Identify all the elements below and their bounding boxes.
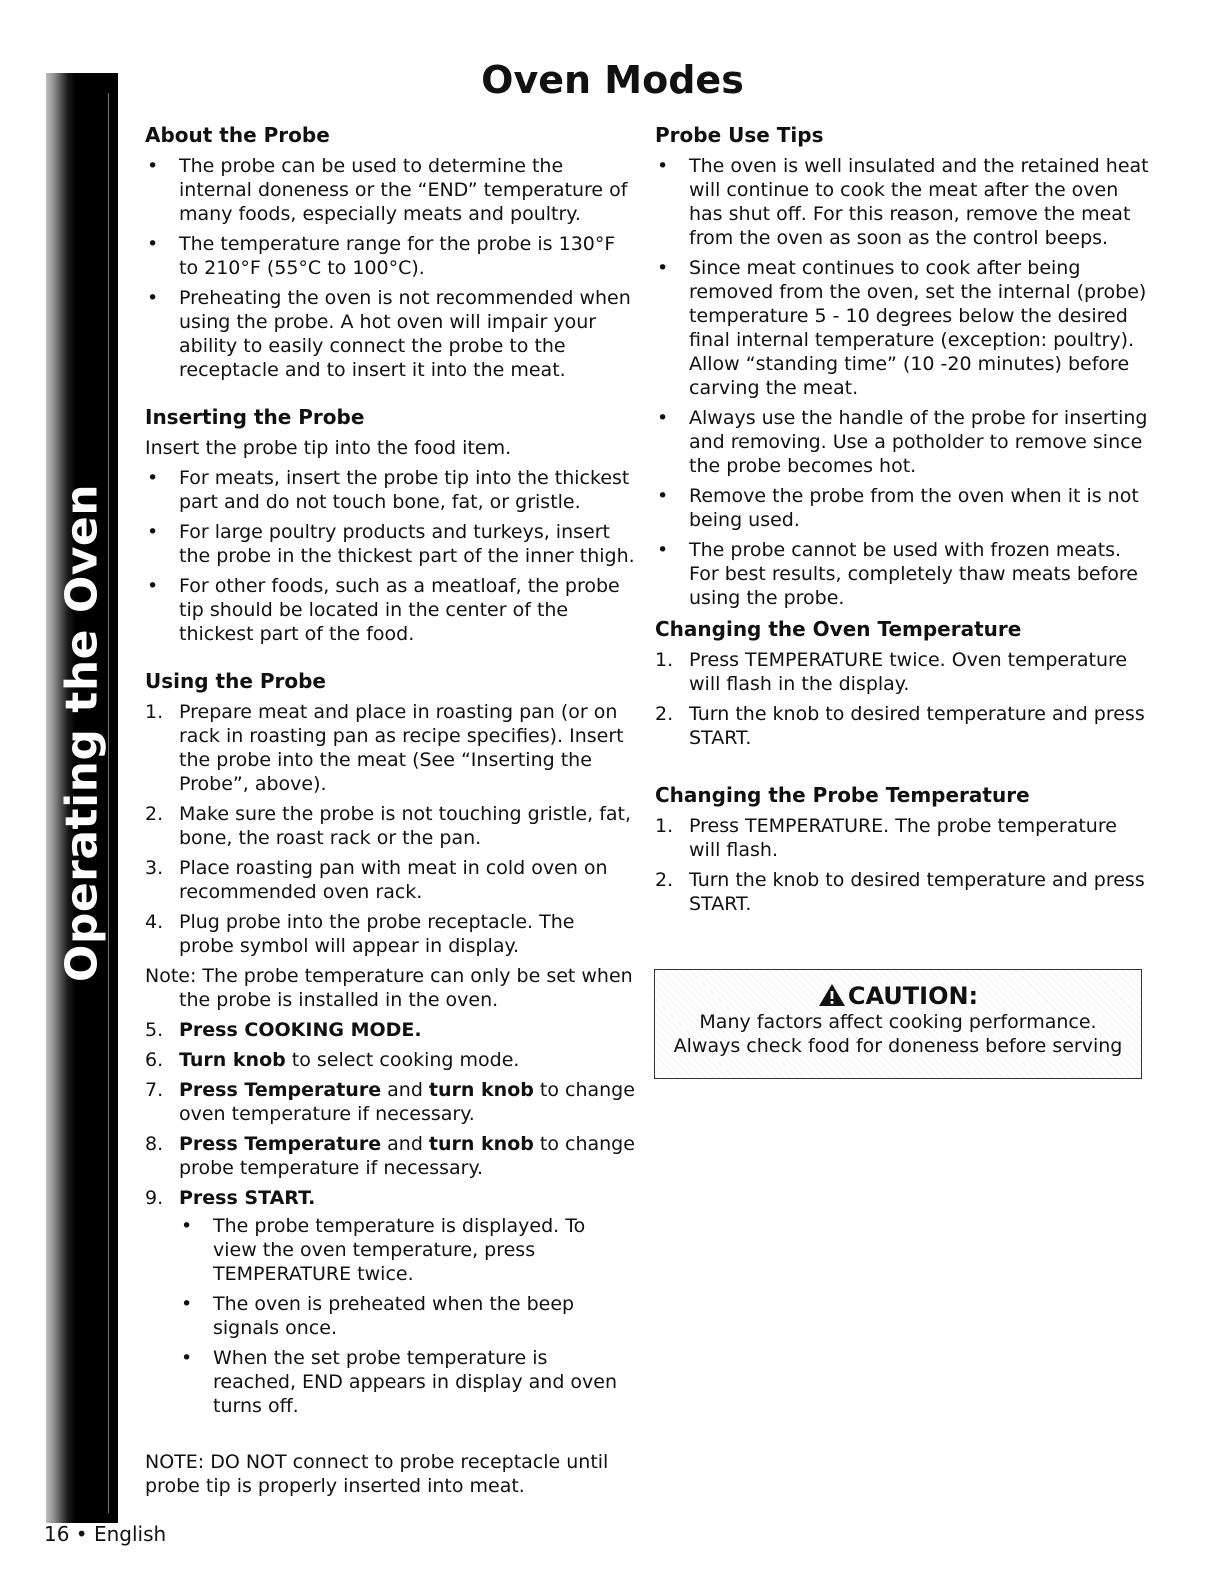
- step-item: 1. Prepare meat and place in roasting pan (or on rack in roasting pan as recipe specifies). Insert the probe into the meat (See “Inserting the Probe”, above).: [145, 701, 624, 795]
- list-item: • The oven is well insulated and the retained heat will continue to cook the meat after the oven has shut off. For this reason, remove the meat from the oven as soon as the control beeps.: [655, 154, 1150, 250]
- list-item: • The oven is preheated when the beep signals once.: [179, 1292, 635, 1340]
- step-item: 1. Press TEMPERATURE. The probe temperature will flash.: [655, 815, 1117, 861]
- list-item: • Always use the handle of the probe for inserting and removing. Use a potholder to remove since the probe becomes hot.: [655, 406, 1150, 478]
- oven-temp-heading: Changing the Oven Temperature: [655, 617, 1022, 641]
- step-item: 9. Press START. • The probe temperature is displayed. To view the oven temperature, press TEMPERATURE twice. • The oven is preheated when the beep signals once. • When the set probe temperature is reached, END appears in display and oven turns off.: [145, 1186, 635, 1418]
- caution-line-1: Many factors affect cooking performance.: [699, 1011, 1097, 1033]
- using-steps: [145, 700, 635, 958]
- probe-temp-heading: Changing the Probe Temperature: [655, 783, 1030, 807]
- oven-temp-steps: [655, 648, 1150, 750]
- list-item: • For other foods, such as a meatloaf, the probe tip should be located in the center of the thickest part of the food.: [145, 574, 635, 646]
- list-item: • The probe temperature is displayed. To view the oven temperature, press TEMPERATURE twice.: [179, 1214, 635, 1286]
- about-heading: About the Probe: [145, 123, 330, 147]
- inserting-list: [145, 466, 635, 646]
- section-tab-label: Operating the Oven: [56, 483, 108, 983]
- tips-list: [655, 154, 1150, 610]
- probe-install-note: Note: The probe temperature can only be set when the probe is installed in the oven.: [145, 965, 633, 1011]
- step-item: 2. Turn the knob to desired temperature and press START.: [655, 703, 1145, 749]
- tips-heading: Probe Use Tips: [655, 123, 824, 147]
- page-footer: 16 • English: [44, 1522, 167, 1546]
- list-item: • The probe can be used to determine the internal doneness or the “END” temperature of many foods, especially meats and poultry.: [145, 154, 635, 226]
- step-item: 6. Turn knob to select cooking mode.: [145, 1049, 520, 1071]
- page-title: Oven Modes: [481, 58, 744, 102]
- inserting-intro: Insert the probe tip into the food item.: [145, 437, 512, 459]
- right-column: [655, 122, 1150, 922]
- list-item: • For large poultry products and turkeys, insert the probe in the thickest part of the inner thigh.: [145, 520, 635, 568]
- step-item: 1. Press TEMPERATURE twice. Oven temperature will flash in the display.: [655, 649, 1128, 695]
- step-item: 8. Press Temperature and turn knob to change probe temperature if necessary.: [145, 1133, 635, 1179]
- using-steps-continued: [145, 1018, 635, 1418]
- probe-temp-steps: [655, 814, 1150, 916]
- list-item: • The temperature range for the probe is 130°F to 210°F (55°C to 100°C).: [145, 232, 635, 280]
- using-heading: Using the Probe: [145, 669, 326, 693]
- caution-label: CAUTION:: [847, 982, 979, 1010]
- caution-heading: [655, 982, 1141, 1010]
- step-item: 3. Place roasting pan with meat in cold oven on recommended oven rack.: [145, 857, 608, 903]
- list-item: • The probe cannot be used with frozen meats. For best results, completely thaw meats before using the probe.: [655, 538, 1150, 610]
- step-item: 5. Press COOKING MODE.: [145, 1019, 422, 1041]
- warning-triangle-icon: [818, 983, 846, 1007]
- list-item: • Since meat continues to cook after being removed from the oven, set the internal (probe) temperature 5 - 10 degrees below the desired final internal temperature (exception: poultry). Allow “standing time” (10 -20 minutes) before carving the meat.: [655, 256, 1150, 400]
- left-column: [145, 122, 635, 1504]
- list-item: • For meats, insert the probe tip into the thickest part and do not touch bone, fat, or gristle.: [145, 466, 635, 514]
- step-item: 2. Make sure the probe is not touching gristle, fat, bone, the roast rack or the pan.: [145, 803, 632, 849]
- section-tab: [46, 73, 118, 1523]
- step-item: 2. Turn the knob to desired temperature and press START.: [655, 869, 1145, 915]
- caution-line-2: Always check food for doneness before serving: [673, 1035, 1123, 1057]
- about-list: [145, 154, 635, 382]
- list-item: • Preheating the oven is not recommended when using the probe. A hot oven will impair your ability to easily connect the probe to the receptacle and to insert it into the meat.: [145, 286, 635, 382]
- caution-box: [654, 969, 1142, 1079]
- list-item: • Remove the probe from the oven when it is not being used.: [655, 484, 1150, 532]
- tab-divider-line: [108, 93, 109, 1513]
- list-item: • When the set probe temperature is reached, END appears in display and oven turns off.: [179, 1346, 635, 1418]
- step-item: 4. Plug probe into the probe receptacle. The probe symbol will appear in display.: [145, 911, 575, 957]
- inserting-heading: Inserting the Probe: [145, 405, 365, 429]
- receptacle-note: NOTE: DO NOT connect to probe receptacle until probe tip is properly inserted into meat.: [145, 1451, 609, 1497]
- start-sub-list: [179, 1214, 635, 1418]
- step-item: 7. Press Temperature and turn knob to change oven temperature if necessary.: [145, 1079, 635, 1125]
